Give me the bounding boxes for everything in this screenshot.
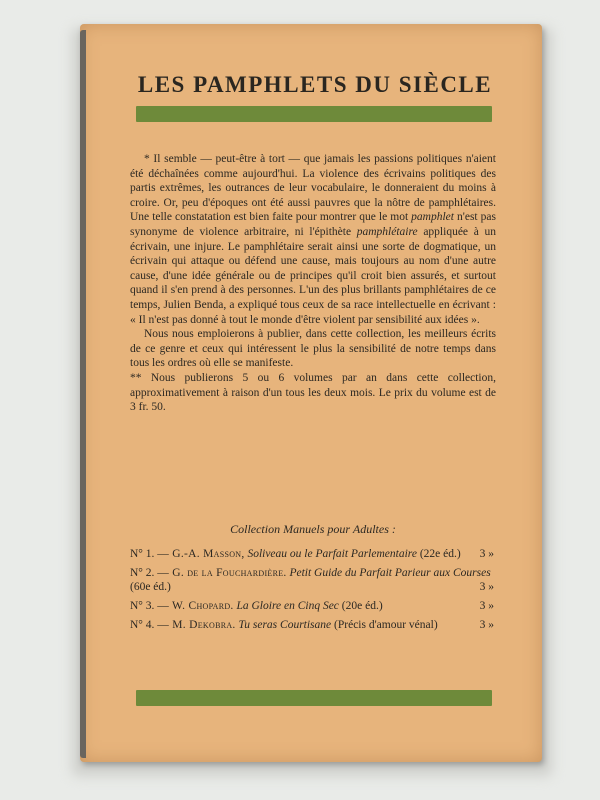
collection-entry-2: N° 2. — G. de la Fouchardière. Petit Guide du Parfait Parieur aux Courses (60e éd.) 3 » (130, 567, 494, 593)
collection-list (130, 547, 498, 637)
collection-entry-1: N° 1. — G.-A. Masson, Soliveau ou le Parfait Parlementaire (22e éd.) 3 » (130, 548, 494, 560)
book-spine-edge (80, 30, 86, 758)
intro-paragraph-1: * Il semble — peut-être à tort — que jamais les passions politiques n'aient été déchaînées comme aujourd'hui. La violence des écrivains politiques des partis extrêmes, les outrances de leur vocabulaire, le donneraient du moins à croire. Or, peu d'époques ont été aussi pauvres que la nôtre de pamphlétaires. Une telle constatation est bien faite pour montrer que le mot pamphlet n'est pas synonyme de violence arbitraire, ni l'épithète pamphlétaire appliquée à un écrivain, une injure. Le pamphlétaire serait ainsi une sorte de dogmatique, un écrivain qui attaque ou défend une cause, mais toujours au nom d'une autre cause, d'une idée générale ou de principes qu'il croit bien assurés, et surtout quand il s'en prend à des personnes. L'un des plus brillants pamphlétaires de ce temps, Julien Benda, a expliqué tous ceux de sa race intellectuelle en écrivant : « Il n'est pas donné à tout le monde d'être violent par sensibilité aux idées ». (130, 153, 496, 326)
collection-entry-4: N° 4. — M. Dekobra. Tu seras Courtisane (Précis d'amour vénal) 3 » (130, 619, 494, 631)
series-title: LES PAMPHLETS DU SIÈCLE (137, 72, 493, 97)
collection-heading: Collection Manuels pour Adultes : (230, 522, 396, 536)
collection-entry-3: N° 3. — W. Chopard. La Gloire en Cinq Sec (20e éd.) 3 » (130, 600, 494, 612)
green-band-bottom (136, 690, 492, 706)
intro-paragraph-2: Nous nous emploierons à publier, dans cette collection, les meilleurs écrits de ce genre et ceux qui intéressent le plus la sensibilité de notre temps dans tous les ordres où elle se manifeste. (130, 328, 496, 370)
intro-paragraph-3: ** Nous publierons 5 ou 6 volumes par an dans cette collection, approximativement à raison d'un tous les deux mois. Le prix du volume est de 3 fr. 50. (130, 371, 496, 414)
series-description (130, 152, 496, 415)
green-band-top (136, 106, 492, 122)
